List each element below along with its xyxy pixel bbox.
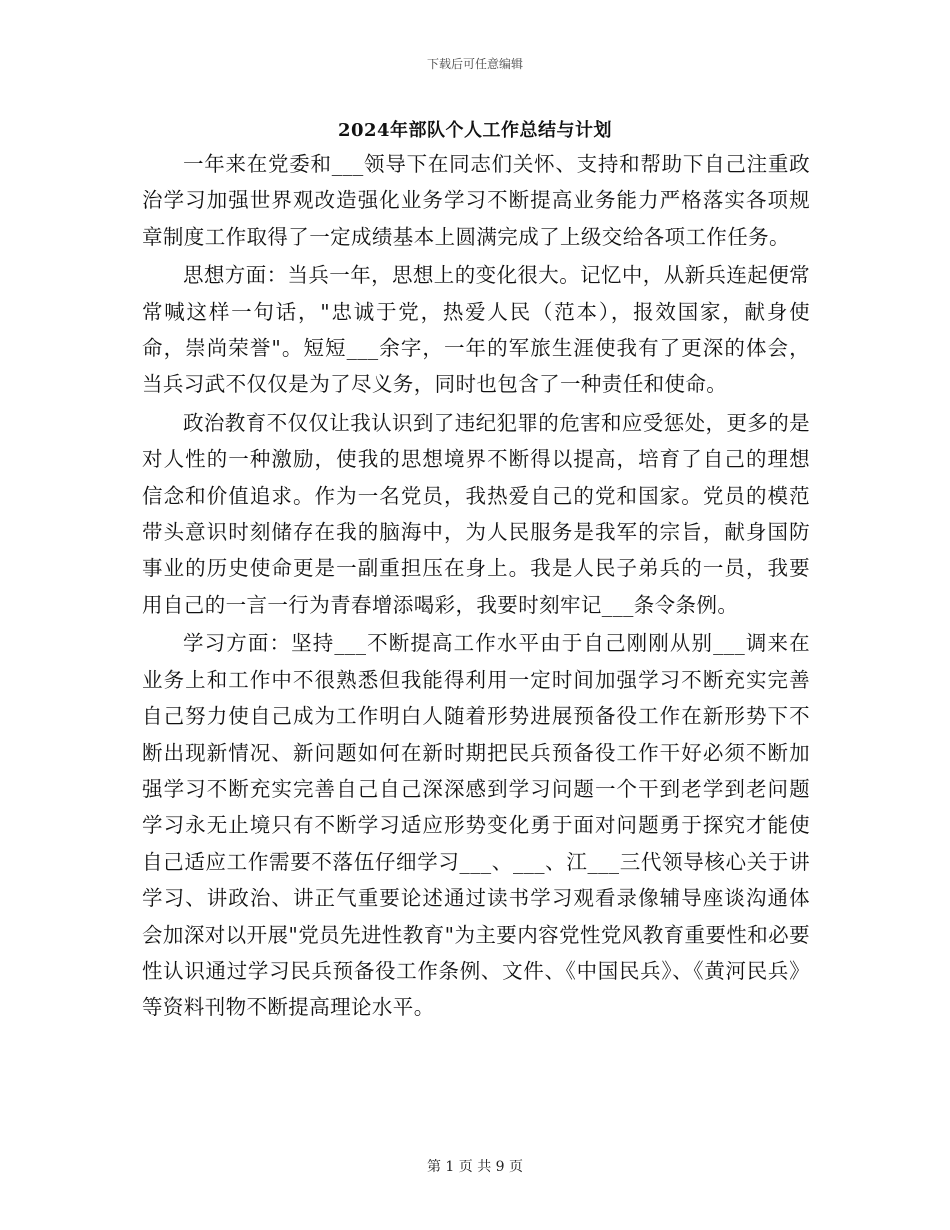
paragraph-intro: 一年来在党委和___领导下在同志们关怀、支持和帮助下自己注重政治学习加强世界观改造强化业务学习不断提高业务能力严格落实各项规章制度工作取得了一定成绩基本上圆满完成了上级交给各项工作任务。	[142, 152, 810, 249]
document-title: 2024年部队个人工作总结与计划	[337, 120, 613, 141]
page-header-note: 下载后可任意编辑	[426, 57, 523, 71]
paragraph-thought: 思想方面：当兵一年，思想上的变化很大。记忆中，从新兵连起便常常喊这样一句话，"忠诚于党，热爱人民（范本），报效国家，献身使命，崇尚荣誉"。短短___余字，一年的军旅生涯使我有了更深的体会，当兵习武不仅仅是为了尽义务，同时也包含了一种责任和使命。	[142, 263, 810, 397]
page-number-footer: 第 1 页 共 9 页	[426, 1159, 524, 1175]
document-body	[142, 146, 810, 1028]
paragraph-study: 学习方面：坚持___不断提高工作水平由于自己刚刚从别___调来在业务上和工作中不很熟悉但我能得利用一定时间加强学习不断充实完善自己努力使自己成为工作明白人随着形势进展预备役工作在新形势下不断出现新情况、新问题如何在新时期把民兵预备役工作干好必须不断加强学习不断充实完善自己自己深深感到学习问题一个干到老学到老问题学习永无止境只有不断学习适应形势变化勇于面对问题勇于探究才能使自己适应工作需要不落伍仔细学习___、___、江___三代领导核心关于讲学习、讲政治、讲正气重要论述通过读书学习观看录像辅导座谈沟通体会加深对以开展"党员先进性教育"为主要内容党性党风教育重要性和必要性认识通过学习民兵预备役工作条例、文件、《中国民兵》、《黄河民兵》等资料刊物不断提高理论水平。	[142, 631, 810, 1020]
paragraph-political-education: 政治教育不仅仅让我认识到了违纪犯罪的危害和应受惩处，更多的是对人性的一种激励，使我的思想境界不断得以提高，培育了自己的理想信念和价值追求。作为一名党员，我热爱自己的党和国家。党员的模范带头意识时刻储存在我的脑海中，为人民服务是我军的宗旨，献身国防事业的历史使命更是一副重担压在身上。我是人民子弟兵的一员，我要用自己的一言一行为青春增添喝彩，我要时刻牢记___条令条例。	[142, 410, 810, 617]
